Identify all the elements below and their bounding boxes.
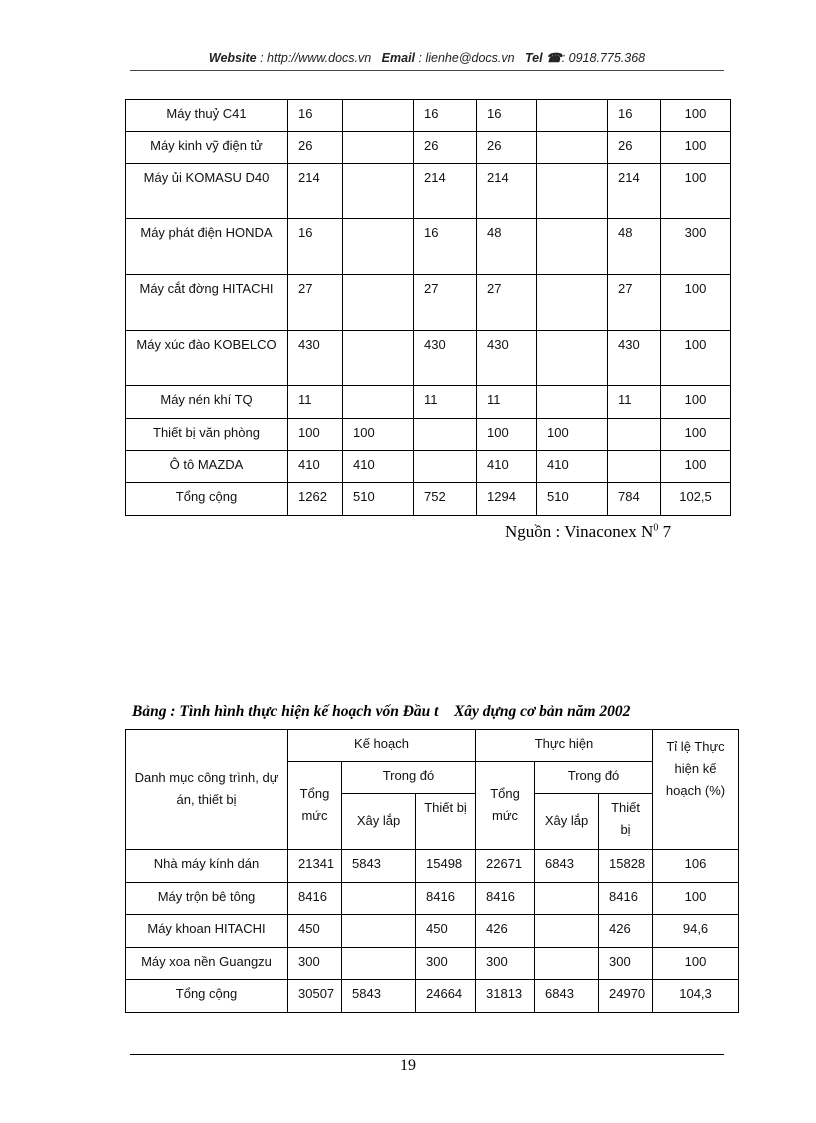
row-name-cell: Ô tô MAZDA [126,451,288,483]
table-row [126,386,731,419]
row-name-cell: Máy xúc đào KOBELCO [126,331,288,386]
table-cell: 100 [477,419,537,451]
header-plan-equipment: Thiết bị [416,794,476,850]
table-cell [343,132,414,164]
table-cell [342,915,416,948]
header-actual-equipment: Thiết bị [599,794,653,850]
table-cell: 430 [477,331,537,386]
table-cell: 8416 [599,883,653,915]
table-row [126,419,731,451]
table-cell [537,275,608,331]
row-name-cell: Máy kinh vỹ điện tử [126,132,288,164]
table-cell: 27 [477,275,537,331]
source-suffix: 7 [658,522,672,541]
table-cell: 22671 [476,850,535,883]
table-cell: 100 [537,419,608,451]
table-cell: 300 [416,948,476,980]
table-cell: 8416 [416,883,476,915]
header-actual-total: Tổng mức [476,762,535,850]
table-cell: 100 [661,132,731,164]
header-plan: Kế hoạch [288,730,476,762]
table-cell: 410 [288,451,343,483]
investment-plan-table [125,729,739,1013]
table-cell: 106 [653,850,739,883]
row-name-cell: Máy xoa nền Guangzu [126,948,288,980]
table-cell: 752 [414,483,477,516]
table-row [126,948,739,980]
table-cell [537,164,608,219]
table-cell: 24970 [599,980,653,1013]
table-cell: 11 [477,386,537,419]
source-sup: 0 [653,522,659,534]
table-cell: 300 [661,219,731,275]
table-cell [535,883,599,915]
email-value: : lienhe@docs.vn [418,51,515,65]
table-cell: 430 [608,331,661,386]
table-cell: 27 [288,275,343,331]
table-cell: 48 [608,219,661,275]
table-row [126,850,739,883]
table-cell: 100 [661,419,731,451]
table-cell: 214 [288,164,343,219]
table-caption: Bảng : Tình hình thực hiện kế hoạch vốn Đầu t Xây dựng cơ bản năm 2002 [132,703,631,720]
table-cell: 300 [288,948,342,980]
table-cell [343,386,414,419]
header-category: Danh mục công trình, dự án, thiết bị [126,730,288,850]
header-actual-of-which: Trong đó [535,762,653,794]
table-cell: 16 [414,100,477,132]
table-cell [414,419,477,451]
website-value: : http://www.docs.vn [260,51,372,65]
table-cell [343,100,414,132]
table-cell: 94,6 [653,915,739,948]
source-text: Nguồn : Vinaconex N [505,522,654,541]
header-plan-total: Tổng mức [288,762,342,850]
table-cell: 31813 [476,980,535,1013]
table-cell [537,386,608,419]
page-number: 19 [400,1057,416,1074]
table-cell: 11 [288,386,343,419]
equipment-table-continued [125,99,731,516]
email-label: Email [381,51,416,65]
table-cell: 6843 [535,980,599,1013]
table-cell: 16 [288,219,343,275]
header-plan-construction: Xây lắp [342,794,416,850]
website-label: Website [208,51,257,65]
row-name-cell: Máy thuỷ C41 [126,100,288,132]
table-cell [537,100,608,132]
table-cell [414,451,477,483]
table-row [126,219,731,275]
row-name-cell: Máy trộn bê tông [126,883,288,915]
table-cell: 24664 [416,980,476,1013]
table-cell [537,331,608,386]
table-cell: 100 [661,386,731,419]
table-cell: 510 [343,483,414,516]
table-cell [535,948,599,980]
table-cell: 26 [608,132,661,164]
table-cell [343,331,414,386]
table-cell: 100 [661,275,731,331]
header-ratio: Tỉ lệ Thực hiện kế hoạch (%) [653,730,739,850]
header-divider [130,70,724,71]
table-cell [342,883,416,915]
table-cell: 100 [343,419,414,451]
table-cell [343,164,414,219]
table-cell: 30507 [288,980,342,1013]
table-cell [342,948,416,980]
table-cell: 410 [537,451,608,483]
table-cell [537,132,608,164]
table-cell: 8416 [288,883,342,915]
table-cell: 410 [343,451,414,483]
source-note [505,522,671,542]
table-cell: 100 [653,948,739,980]
row-name-cell: Thiết bị văn phòng [126,419,288,451]
table-cell: 15498 [416,850,476,883]
table-row [126,331,731,386]
table-cell: 426 [599,915,653,948]
page-header [130,50,724,65]
tel-label: Tel [525,51,543,65]
phone-icon: ☎ [546,51,562,65]
table-row [126,451,731,483]
table-cell: 300 [476,948,535,980]
table-cell: 27 [414,275,477,331]
row-name-cell: Nhà máy kính dán [126,850,288,883]
table-cell: 1262 [288,483,343,516]
table-row [126,132,731,164]
row-name-cell: Máy cắt đờng HITACHI [126,275,288,331]
table-cell: 430 [288,331,343,386]
table-cell [537,219,608,275]
table-cell: 214 [477,164,537,219]
table-cell: 410 [477,451,537,483]
table-cell: 11 [608,386,661,419]
table-row [126,483,731,516]
table-cell: 1294 [477,483,537,516]
table-cell: 8416 [476,883,535,915]
table-row [126,164,731,219]
row-name-cell: Máy khoan HITACHI [126,915,288,948]
row-name-cell: Máy ủi KOMASU D40 [126,164,288,219]
table-cell: 16 [288,100,343,132]
table-cell: 21341 [288,850,342,883]
table-cell: 6843 [535,850,599,883]
table-cell: 430 [414,331,477,386]
table-cell: 5843 [342,850,416,883]
table-row [126,275,731,331]
table-cell: 784 [608,483,661,516]
row-name-cell: Máy nén khí TQ [126,386,288,419]
table-cell: 27 [608,275,661,331]
table-cell: 300 [599,948,653,980]
header-actual: Thực hiện [476,730,653,762]
table-cell: 5843 [342,980,416,1013]
table-row [126,883,739,915]
table-cell: 100 [653,883,739,915]
table-cell [343,219,414,275]
table-cell: 100 [661,164,731,219]
table-row [126,915,739,948]
table-row [126,100,731,132]
row-name-cell: Tổng cộng [126,980,288,1013]
table-cell: 102,5 [661,483,731,516]
table-cell: 450 [416,915,476,948]
table-cell: 100 [661,100,731,132]
header-plan-of-which: Trong đó [342,762,476,794]
table-cell: 11 [414,386,477,419]
table-cell: 16 [414,219,477,275]
table-cell [343,275,414,331]
table-cell: 26 [414,132,477,164]
table-cell: 26 [477,132,537,164]
table-cell: 16 [608,100,661,132]
header-actual-construction: Xây lắp [535,794,599,850]
table-cell: 100 [661,331,731,386]
tel-value: : 0918.775.368 [561,51,646,65]
table-cell: 48 [477,219,537,275]
table-cell: 15828 [599,850,653,883]
table-cell: 16 [477,100,537,132]
table-cell: 100 [288,419,343,451]
table-cell: 214 [414,164,477,219]
table-cell: 450 [288,915,342,948]
row-name-cell: Tổng cộng [126,483,288,516]
row-name-cell: Máy phát điện HONDA [126,219,288,275]
table-cell [608,419,661,451]
footer-divider [130,1054,724,1055]
table-row [126,980,739,1013]
table-cell: 426 [476,915,535,948]
table-cell: 100 [661,451,731,483]
table-cell [608,451,661,483]
table-cell: 214 [608,164,661,219]
table-cell [535,915,599,948]
table-cell: 26 [288,132,343,164]
table-cell: 104,3 [653,980,739,1013]
table-cell: 510 [537,483,608,516]
